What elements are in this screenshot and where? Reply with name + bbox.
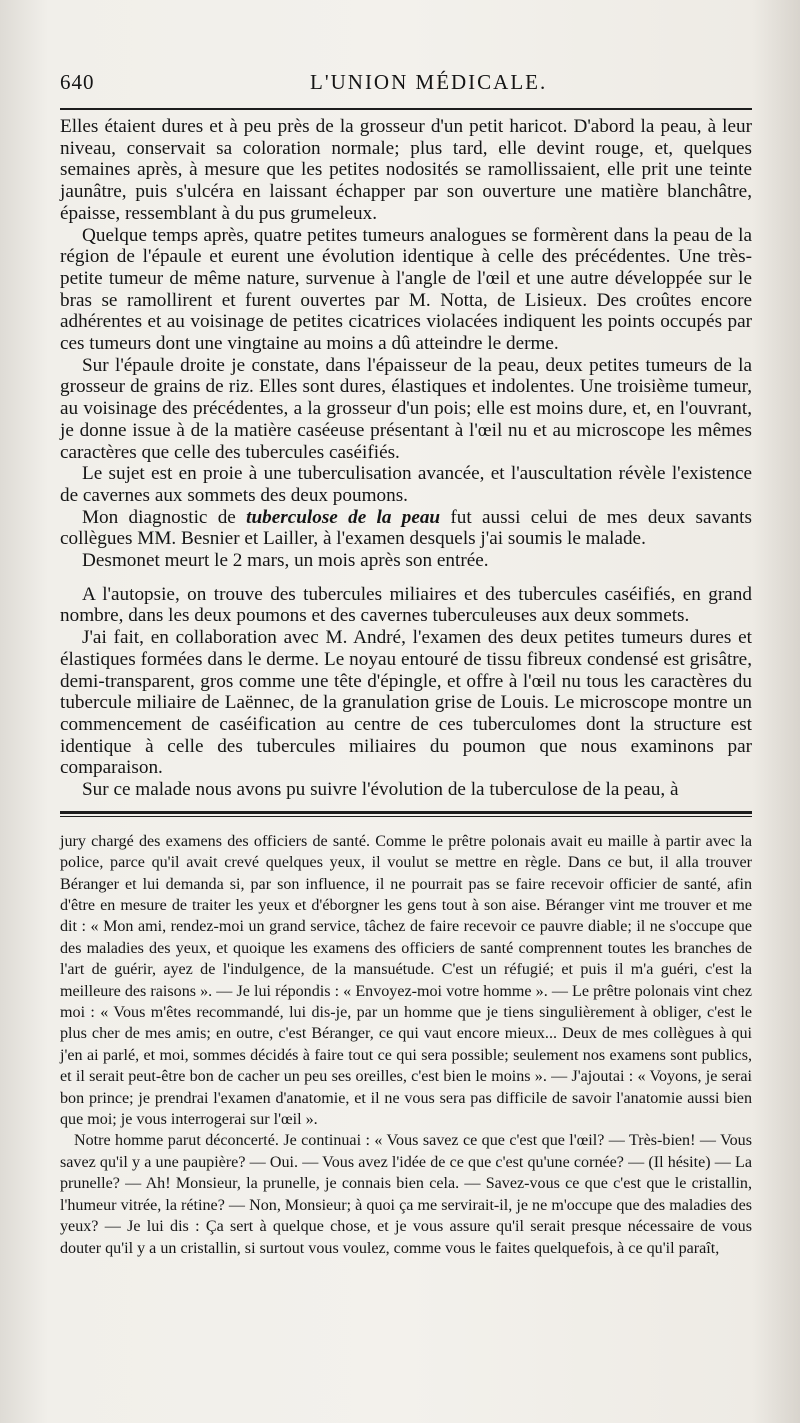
main-text — [60, 116, 752, 801]
paragraph: Desmonet meurt le 2 mars, un mois après son entrée. — [82, 550, 489, 572]
footnote-separator — [60, 811, 752, 817]
paragraph: A l'autopsie, on trouve des tubercules miliaires et des tubercules caséifiés, en grand nombre, dans les deux poumons et des cavernes tuberculeuses aux deux sommets. — [60, 583, 752, 627]
italic-term: tuberculose de la peau — [246, 506, 441, 528]
paragraph: Sur l'épaule droite je constate, dans l'épaisseur de la peau, deux petites tumeurs de la grosseur de grains de riz. Elles sont dures, élastiques et indolentes. Une troisième tumeur, au voisinage des précédentes, a la grosseur d'un pois; elle est moins dure, et, en l'ouvrant, je donne issue à de la matière caséeuse présentant à l'œil nu et au microscope les mêmes caractères que celle des tubercules caséifiés. — [60, 354, 752, 463]
header-rule — [60, 108, 752, 110]
paragraph: Sur ce malade nous avons pu suivre l'évolution de la tuberculose de la peau, à — [82, 779, 679, 801]
paragraph-diagnosis — [60, 507, 752, 550]
page-number: 640 — [60, 70, 95, 94]
footnote-paragraph: jury chargé des examens des officiers de santé. Comme le prêtre polonais avait eu maille à partir avec la police, parce qu'il avait crevé quelques yeux, il voulut se mettre en règle. Dans ce but, il alla trouver Béranger et lui demanda si, par son influence, il ne pourrait pas se faire recevoir officier de santé, afin d'être en mesure de traiter les yeux et d'éborgner les gens tout à son aise. Béranger vint me trouver et me dit : « Mon ami, rendez-moi un grand service, tâchez de faire recevoir ce pauvre diable; il ne s'occupe que des maladies des yeux, et quoique les examens des officiers de santé comprennent toutes les branches de l'art de guérir, ayez de l'indulgence, de la mansuétude. C'est un réfugié; et puis il m'a guéri, c'est la meilleure des raisons ». — Je lui répondis : « Envoyez-moi votre homme ». — Le prêtre polonais vint chez moi : « Vous m'êtes recommandé, lui dis-je, par un homme que je tiens singulièrement à obliger, c'est le plus cher de mes amis; en outre, c'est Béranger, ce qui vaut encore mieux... Deux de mes collègues à qui j'en ai parlé, et moi, sommes décidés à faire tout ce qui sera possible; seulement nos examens sont publics, et il serait peut-être bon de cacher un peu ses oreilles, c'est bien le moins ». — J'ajoutai : « Voyons, je serai bon prince; je prendrai l'examen d'anatomie, et il ne vous sera pas difficile de savoir l'anatomie aussi bien que moi; je vous interrogerai sur l'œil ». — [60, 832, 752, 1129]
footnote-paragraph: Notre homme parut déconcerté. Je continuai : « Vous savez ce que c'est que l'œil? — Très-bien! — Vous savez qu'il y a une paupière? — Oui. — Vous avez l'idée de ce que c'est qu'une cornée? — (Il hésite) — La prunelle? — Ah! Monsieur, la prunelle, je connais bien cela. — Savez-vous ce que c'est que le cristallin, l'humeur vitrée, la rétine? — Non, Monsieur; à quoi ça me servirait-il, je ne m'occupe que des maladies des yeux? — Je lui dis : Ça sert à quelque chose, et je vous assure qu'il serait presque nécessaire de vous douter qu'il y a un cristallin, si surtout vous voulez, comme vous le faites quelquefois, à ce qu'il paraît, — [60, 1132, 752, 1257]
paragraph: J'ai fait, en collaboration avec M. André, l'examen des deux petites tumeurs dures et élastiques formées dans le derme. Le noyau entouré de tissu fibreux condensé est grisâtre, demi-transparent, gros comme une tête d'épingle, et offre à l'œil nu tous les caractères du tubercule miliaire de Laënnec, de la granulation grise de Louis. Le microscope montre un commencement de caséification au centre de ces tuberculomes dont la structure est identique à celle des tubercules miliaires du poumon que nous examinons par comparaison. — [60, 627, 752, 779]
running-header — [60, 70, 752, 102]
paragraph: Elles étaient dures et à peu près de la grosseur d'un petit haricot. D'abord la peau, à leur niveau, conservait sa coloration normale; plus tard, elle devint rouge, et, quelques semaines après, à mesure que les petites nodosités se ramollissaient, elle prit une teinte jaunâtre, puis s'ulcéra en laissant échapper par son ouverture une matière blanchâtre, épaisse, ressemblant à du pus grumeleux. — [60, 116, 752, 224]
text-run: fut aussi celui de mes deux savants collègues MM. Besnier et Lailler, à l'examen desquels j'ai soumis le malade. — [60, 506, 752, 550]
text-run: Mon diagnostic de — [82, 506, 247, 528]
paragraph: Quelque temps après, quatre petites tumeurs analogues se formèrent dans la peau de la région de l'épaule et eurent une évolution identique à celle des précédentes. Une très-petite tumeur de même nature, survenue à l'angle de l'œil et une autre développée sur le bras se ramollirent et furent ouvertes par M. Notta, de Lisieux. Des croûtes encore adhérentes et au voisinage de petites cicatrices violacées indiquent les points occupés par ces tumeurs dont une vingtaine au moins a dû atteindre le derme. — [60, 224, 752, 355]
paragraph: Le sujet est en proie à une tuberculisation avancée, et l'auscultation révèle l'existence de cavernes aux sommets des deux poumons. — [60, 463, 752, 506]
journal-title: L'UNION MÉDICALE. — [310, 70, 548, 94]
footnote — [60, 831, 752, 1259]
